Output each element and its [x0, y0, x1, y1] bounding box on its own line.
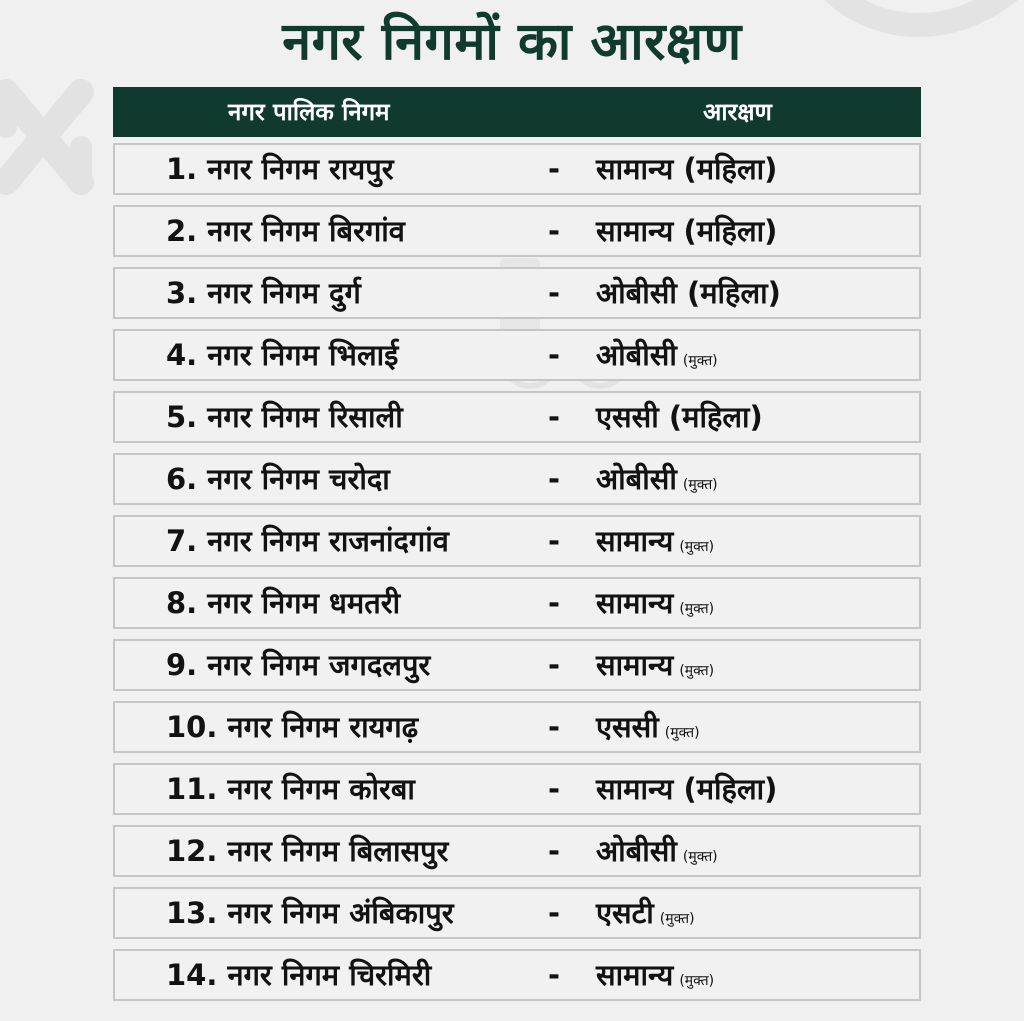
reservation-category: ओबीसी	[596, 338, 677, 372]
separator: -	[548, 214, 561, 248]
separator: -	[548, 772, 561, 806]
corporation-name: 5. नगर निगम रिसाली	[166, 400, 403, 434]
reservation-value	[596, 455, 718, 503]
reservation-category: ओबीसी	[596, 462, 677, 496]
table-row	[113, 391, 921, 443]
table-row	[113, 639, 921, 691]
reservation-category: एससी (महिला)	[596, 400, 763, 434]
reservation-category: एससी	[596, 710, 659, 744]
table-header	[113, 87, 921, 137]
reservation-category: सामान्य (महिला)	[596, 214, 778, 248]
table-row	[113, 763, 921, 815]
header-reservation: आरक्षण	[703, 98, 772, 126]
reservation-value	[596, 269, 787, 317]
corporation-name: 13. नगर निगम अंबिकापुर	[166, 896, 454, 930]
reservation-category: एसटी	[596, 896, 654, 930]
reservation-category: सामान्य	[596, 586, 674, 620]
separator: -	[548, 958, 561, 992]
separator: -	[548, 586, 561, 620]
reservation-value	[596, 207, 783, 255]
reservation-value	[596, 393, 769, 441]
table-row	[113, 949, 921, 1001]
reservation-value	[596, 889, 695, 937]
reservation-category: सामान्य	[596, 648, 674, 682]
reservation-note: (मुक्त)	[659, 911, 695, 927]
reservation-value	[596, 765, 783, 813]
reservation-value	[596, 517, 714, 565]
reservation-value	[596, 579, 714, 627]
reservation-category: सामान्य (महिला)	[596, 152, 778, 186]
reservation-note: (मुक्त)	[664, 725, 700, 741]
corporation-name: 2. नगर निगम बिरगांव	[166, 214, 405, 248]
separator: -	[548, 400, 561, 434]
reservation-value	[596, 641, 714, 689]
reservation-category: सामान्य	[596, 958, 674, 992]
header-municipal-corporation: नगर पालिक निगम	[228, 98, 390, 126]
reservation-value	[596, 331, 718, 379]
table-row	[113, 143, 921, 195]
separator: -	[548, 462, 561, 496]
reservation-note: (मुक्त)	[679, 663, 715, 679]
table-row	[113, 515, 921, 567]
table-row	[113, 701, 921, 753]
reservation-value	[596, 145, 783, 193]
separator: -	[548, 648, 561, 682]
corporation-name: 3. नगर निगम दुर्ग	[166, 276, 361, 310]
table-row	[113, 329, 921, 381]
table-row	[113, 887, 921, 939]
corporation-name: 11. नगर निगम कोरबा	[166, 772, 415, 806]
reservation-value	[596, 827, 718, 875]
corporation-name: 9. नगर निगम जगदलपुर	[166, 648, 431, 682]
reservation-note: (मुक्त)	[679, 539, 715, 555]
separator: -	[548, 710, 561, 744]
reservation-note: (मुक्त)	[682, 353, 718, 369]
corporation-name: 6. नगर निगम चरोदा	[166, 462, 390, 496]
reservation-note: (मुक्त)	[682, 849, 718, 865]
separator: -	[548, 152, 561, 186]
reservation-note: (मुक्त)	[682, 477, 718, 493]
page-title: नगर निगमों का आरक्षण	[282, 12, 742, 72]
reservation-category: सामान्य	[596, 524, 674, 558]
corporation-name: 4. नगर निगम भिलाई	[166, 338, 399, 372]
reservation-category: ओबीसी (महिला)	[596, 276, 781, 310]
reservation-category: ओबीसी	[596, 834, 677, 868]
separator: -	[548, 834, 561, 868]
reservation-note: (मुक्त)	[679, 973, 715, 989]
separator: -	[548, 524, 561, 558]
separator: -	[548, 338, 561, 372]
corporation-name: 8. नगर निगम धमतरी	[166, 586, 401, 620]
table-row	[113, 825, 921, 877]
reservation-value	[596, 951, 714, 999]
reservation-category: सामान्य (महिला)	[596, 772, 778, 806]
corporation-name: 10. नगर निगम रायगढ़	[166, 710, 419, 744]
corporation-name: 12. नगर निगम बिलासपुर	[166, 834, 449, 868]
reservation-value	[596, 703, 700, 751]
table-row	[113, 577, 921, 629]
reservation-table	[113, 143, 921, 1011]
ballot-mark-icon	[0, 72, 106, 222]
separator: -	[548, 276, 561, 310]
corporation-name: 14. नगर निगम चिरमिरी	[166, 958, 432, 992]
separator: -	[548, 896, 561, 930]
table-row	[113, 453, 921, 505]
corporation-name: 7. नगर निगम राजनांदगांव	[166, 524, 449, 558]
table-row	[113, 267, 921, 319]
corporation-name: 1. नगर निगम रायपुर	[166, 152, 394, 186]
table-row	[113, 205, 921, 257]
reservation-note: (मुक्त)	[679, 601, 715, 617]
